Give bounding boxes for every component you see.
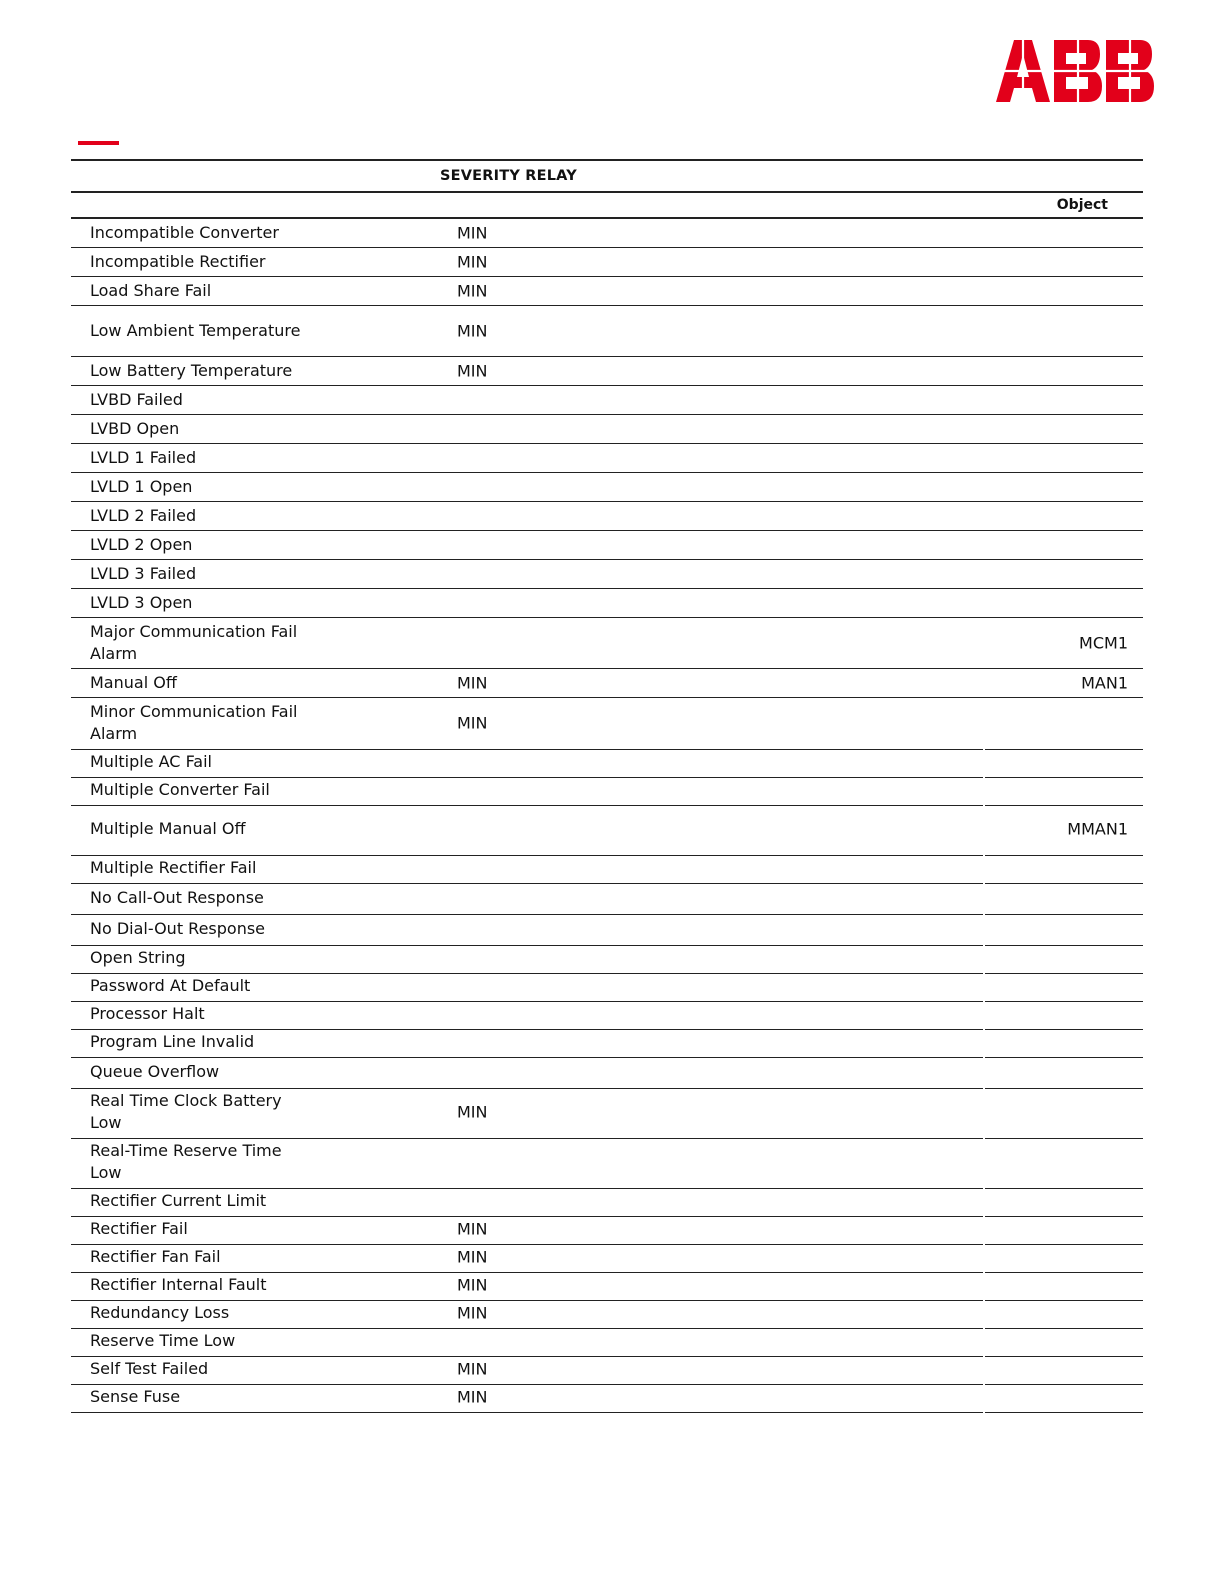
table-row xyxy=(71,357,1143,386)
table-row xyxy=(71,386,1143,415)
severity-value: MIN xyxy=(457,1219,488,1239)
alarm-name: Manual Off xyxy=(90,673,177,692)
table-row xyxy=(71,669,1143,698)
table-row xyxy=(71,1137,1143,1187)
table-row xyxy=(71,531,1143,560)
alarm-name: Multiple Converter Fail xyxy=(90,780,270,799)
alarm-name: Major Communication Fail Alarm xyxy=(90,622,298,663)
alarm-name: Load Share Fail xyxy=(90,281,212,300)
severity-value: MIN xyxy=(457,281,488,301)
alarm-name: LVLD 3 Failed xyxy=(90,564,197,583)
alarm-name: Rectifier Fan Fail xyxy=(90,1247,221,1266)
alarm-name: Password At Default xyxy=(90,976,251,995)
table-row xyxy=(71,804,1143,854)
table-row xyxy=(71,277,1143,306)
alarm-severity-table xyxy=(71,159,1143,1411)
table-header-row xyxy=(71,161,1143,193)
alarm-name: Low Battery Temperature xyxy=(90,361,293,380)
table-row xyxy=(71,248,1143,277)
table-row xyxy=(71,698,1143,748)
table-row xyxy=(71,1028,1143,1056)
severity-value: MIN xyxy=(457,252,488,272)
alarm-name: Real-Time Reserve Time Low xyxy=(90,1141,282,1182)
alarm-name: Self Test Failed xyxy=(90,1359,209,1378)
table-row xyxy=(71,1299,1143,1327)
abb-logo xyxy=(996,40,1156,102)
table-subheader-row xyxy=(71,193,1143,219)
object-heading: Object xyxy=(1056,197,1108,213)
table-row xyxy=(71,589,1143,618)
table-row xyxy=(71,560,1143,589)
severity-value: MIN xyxy=(457,1303,488,1323)
table-row xyxy=(71,415,1143,444)
severity-value: MIN xyxy=(457,1275,488,1295)
table-row xyxy=(71,444,1143,473)
alarm-name: Multiple AC Fail xyxy=(90,752,212,771)
alarm-name: No Dial-Out Response xyxy=(90,918,266,938)
table-row xyxy=(71,1355,1143,1383)
table-row xyxy=(71,913,1143,944)
object-value: MCM1 xyxy=(1079,633,1128,653)
object-value: MAN1 xyxy=(1081,673,1128,693)
alarm-name: LVLD 1 Open xyxy=(90,477,193,496)
table-row xyxy=(71,1000,1143,1028)
table-row xyxy=(71,854,1143,882)
table-row xyxy=(71,473,1143,502)
alarm-name: Rectifier Fail xyxy=(90,1219,188,1238)
table-row xyxy=(71,776,1143,804)
alarm-name: Real Time Clock Battery Low xyxy=(90,1091,282,1132)
alarm-name: Minor Communication Fail Alarm xyxy=(90,702,298,743)
alarm-name: LVLD 1 Failed xyxy=(90,448,197,467)
table-row xyxy=(71,944,1143,972)
alarm-name: LVLD 3 Open xyxy=(90,593,193,612)
alarm-name: Program Line Invalid xyxy=(90,1032,255,1051)
table-row xyxy=(71,502,1143,531)
alarm-name: Redundancy Loss xyxy=(90,1303,230,1322)
alarm-name: Rectifier Current Limit xyxy=(90,1191,267,1210)
severity-value: MIN xyxy=(457,361,488,381)
alarm-name: LVBD Open xyxy=(90,419,180,438)
severity-value: MIN xyxy=(457,1247,488,1267)
table-row xyxy=(71,1327,1143,1355)
table-row xyxy=(71,1243,1143,1271)
alarm-name: Processor Halt xyxy=(90,1004,205,1023)
table-body xyxy=(71,219,1143,1411)
alarm-name: Sense Fuse xyxy=(90,1387,181,1406)
alarm-name: LVBD Failed xyxy=(90,390,183,409)
alarm-name: Incompatible Converter xyxy=(90,223,279,242)
table-row xyxy=(71,1056,1143,1087)
alarm-name: Queue Overflow xyxy=(90,1061,220,1081)
alarm-name: LVLD 2 Failed xyxy=(90,506,197,525)
table-row xyxy=(71,306,1143,357)
alarm-name: Incompatible Rectifier xyxy=(90,252,266,271)
table-row xyxy=(71,1215,1143,1243)
severity-value: MIN xyxy=(457,1102,488,1122)
table-row xyxy=(71,1271,1143,1299)
table-row xyxy=(71,972,1143,1000)
table-row xyxy=(71,748,1143,776)
table-row xyxy=(71,1187,1143,1215)
alarm-name: Rectifier Internal Fault xyxy=(90,1275,267,1294)
accent-bar xyxy=(78,141,119,145)
table-row xyxy=(71,1087,1143,1137)
table-row xyxy=(71,219,1143,248)
severity-value: MIN xyxy=(457,321,488,341)
severity-value: MIN xyxy=(457,673,488,693)
severity-relay-heading: SEVERITY RELAY xyxy=(440,168,577,184)
object-value: MMAN1 xyxy=(1067,819,1128,839)
alarm-name: Multiple Manual Off xyxy=(90,819,246,838)
alarm-name: Open String xyxy=(90,948,186,967)
severity-value: MIN xyxy=(457,223,488,243)
alarm-name: Low Ambient Temperature xyxy=(90,321,301,340)
alarm-name: Reserve Time Low xyxy=(90,1331,236,1350)
table-row xyxy=(71,1383,1143,1411)
alarm-name: No Call-Out Response xyxy=(90,887,264,907)
alarm-name: Multiple Rectifier Fail xyxy=(90,858,257,877)
severity-value: MIN xyxy=(457,713,488,733)
table-row xyxy=(71,882,1143,913)
severity-value: MIN xyxy=(457,1387,488,1407)
alarm-name: LVLD 2 Open xyxy=(90,535,193,554)
severity-value: MIN xyxy=(457,1359,488,1379)
table-row xyxy=(71,618,1143,669)
